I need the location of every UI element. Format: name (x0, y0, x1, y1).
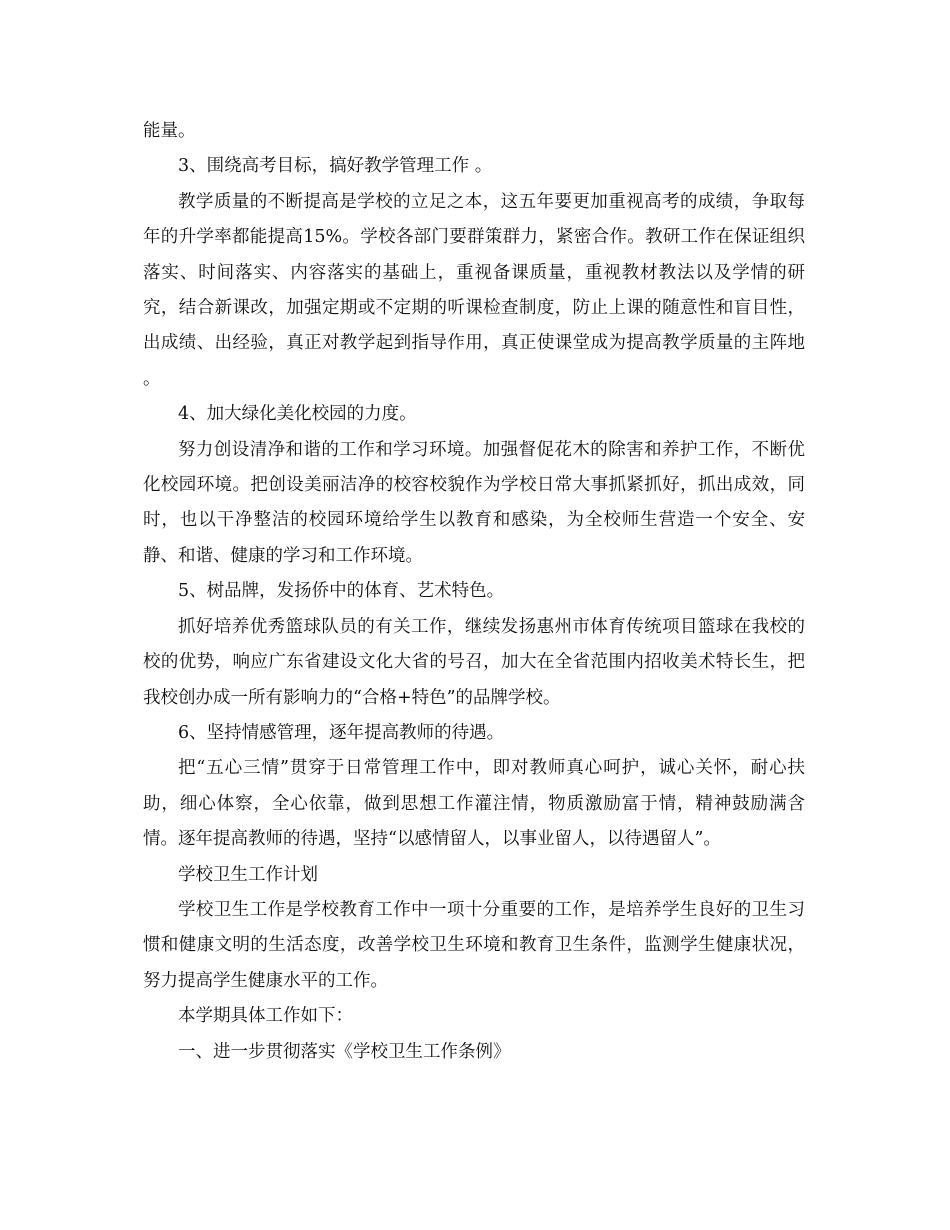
section-heading: 4、加大绿化美化校园的力度。 (178, 404, 417, 425)
document-body (143, 114, 805, 1070)
document-subtitle: 学校卫生工作计划 (178, 864, 318, 885)
paragraph: 学校卫生工作是学校教育工作中一项十分重要的工作，是培养学生良好的卫生习惯和健康文明的生活态度，改善学校卫生环境和教育卫生条件，监测学生健康状况，努力提高学生健康水平的工作。 (143, 899, 805, 991)
section-heading: 3、围绕高考目标，搞好教学管理工作 。 (178, 156, 493, 177)
paragraph: 教学质量的不断提高是学校的立足之本，这五年要更加重视高考的成绩，争取每年的升学率都能提高15%。学校各部门要群策群力，紧密合作。教研工作在保证组织落实、时间落实、内容落实的基础上，重视备课质量，重视教材教法以及学情的研究，结合新课改，加强定期或不定期的听课检查制度，防止上课的随意性和盲目性，出成绩、出经验，真正对教学起到指导作用，真正使课堂成为提高教学质量的主阵地 。 (143, 191, 805, 389)
paragraph: 把“五心三情”贯穿于日常管理工作中，即对教师真心呵护，诚心关怀，耐心扶助，细心体察，全心依靠，做到思想工作灌注情，物质激励富于情，精神鼓励满含情。逐年提高教师的待遇，坚持“以感情留人，以事业留人，以待遇留人”。 (143, 758, 805, 850)
paragraph: 本学期具体工作如下： (178, 1006, 353, 1027)
paragraph-continuation: 能量。 (143, 121, 196, 141)
paragraph: 抓好培养优秀篮球队员的有关工作，继续发扬惠州市体育传统项目篮球在我校的校的优势，响应广东省建设文化大省的号召，加大在全省范围内招收美术特长生，把我校创办成一所有影响力的“合格+特色”的品牌学校。 (143, 616, 805, 708)
paragraph: 努力创设清净和谐的工作和学习环境。加强督促花木的除害和养护工作，不断优化校园环境。把创设美丽洁净的校容校貌作为学校日常大事抓紧抓好，抓出成效，同时，也以干净整洁的校园环境给学生以教育和感染，为全校师生营造一个安全、安静、和谐、健康的学习和工作环境。 (143, 439, 805, 566)
section-heading: 5、树品牌，发扬侨中的体育、艺术特色。 (178, 581, 505, 602)
section-heading: 6、坚持情感管理，逐年提高教师的待遇。 (178, 722, 505, 743)
section-heading: 一、进一步贯彻落实《学校卫生工作条例》 (178, 1041, 511, 1062)
